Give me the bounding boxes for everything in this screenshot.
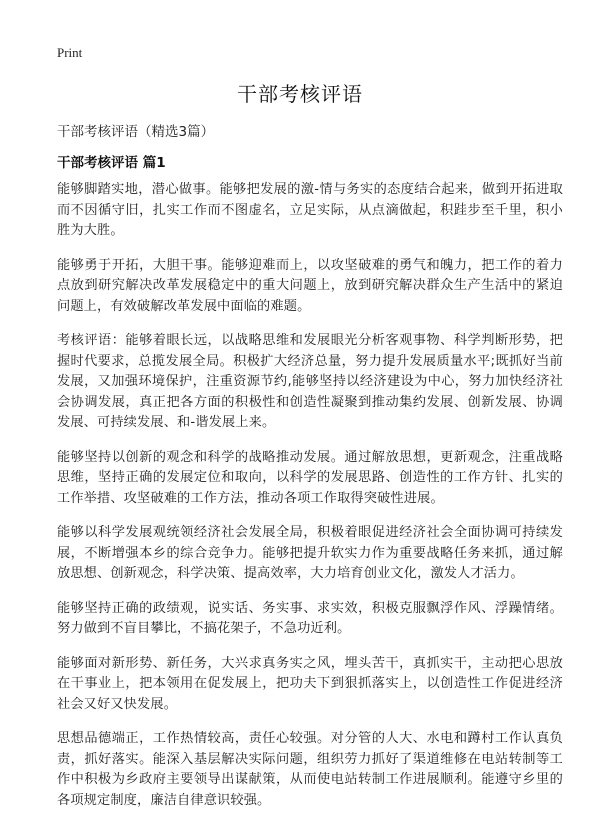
paragraph: 能够勇于开拓，大胆干事。能够迎难而上，以攻坚破难的勇气和魄力，把工作的着力点放到研究解决改革发展稳定中的重大问题上，放到研究解决群众生产生活中的紧迫问题上，有效破解改革发展中面临的难题。 xyxy=(57,257,563,314)
paragraph: 考核评语：能够着眼长远，以战略思维和发展眼光分析客观事物、科学判断形势，把握时代要求，总揽发展全局。积极扩大经济总量，努力提升发展质量水平;既抓好当前发展，又加强环境保护，注重资源节约,能够坚持以经济建设为中心，努力加快经济社会协调发展，真正把各方面的积极性和创造性凝聚到推动集约发展、创新发展、协调发展、可持续发展、和-谐发展上来。 xyxy=(57,333,563,430)
document-body xyxy=(57,180,563,825)
document-subtitle: 干部考核评语（精选3篇） xyxy=(57,124,215,140)
paragraph: 能够坚持正确的政绩观，说实话、务实事、求实效，积极克服飘浮作风、浮躁情绪。努力做到不盲目攀比，不搞花架子，不急功近利。 xyxy=(57,600,563,636)
paragraph: 思想品德端正，工作热情较高，责任心较强。对分管的人大、水电和蹲村工作认真负责，抓好落实。能深入基层解决实际问题，组织劳力抓好了渠道维修在电站转制等工作中积极为乡政府主要领导出谋献策，从而使电站转制工作进展顺利。能遵守乡里的各项规定制度，廉洁自律意识较强。 xyxy=(57,731,563,808)
document-title: 干部考核评语 xyxy=(237,82,363,106)
paragraph: 能够坚持以创新的观念和科学的战略推动发展。通过解放思想，更新观念，注重战略思维，坚持正确的发展定位和取向，以科学的发展思路、创造性的工作方针、扎实的工作举措、攻坚破难的工作方法，推动各项工作取得突破性进展。 xyxy=(57,449,563,506)
paragraph: 能够以科学发展观统领经济社会发展全局，积极着眼促进经济社会全面协调可持续发展，不断增强本乡的综合竞争力。能够把提升软实力作为重要战略任务来抓，通过解放思想、创新观念，科学决策、提高效率，大力培育创业文化，激发人才活力。 xyxy=(57,525,563,581)
paragraph: 能够面对新形势、新任务，大兴求真务实之风，埋头苦干，真抓实干，主动把心思放在干事业上，把本领用在促发展上，把功夫下到狠抓落实上，以创造性工作促进经济社会又好又快发展。 xyxy=(57,655,563,712)
paragraph: 能够脚踏实地，潜心做事。能够把发展的激-情与务实的态度结合起来，做到开拓进取而不因循守旧，扎实工作而不图虚名，立足实际，从点滴做起，积跬步至千里，积小胜为大胜。 xyxy=(57,182,563,238)
print-link[interactable]: Print xyxy=(57,45,83,60)
section-heading: 干部考核评语 篇1 xyxy=(57,155,166,171)
